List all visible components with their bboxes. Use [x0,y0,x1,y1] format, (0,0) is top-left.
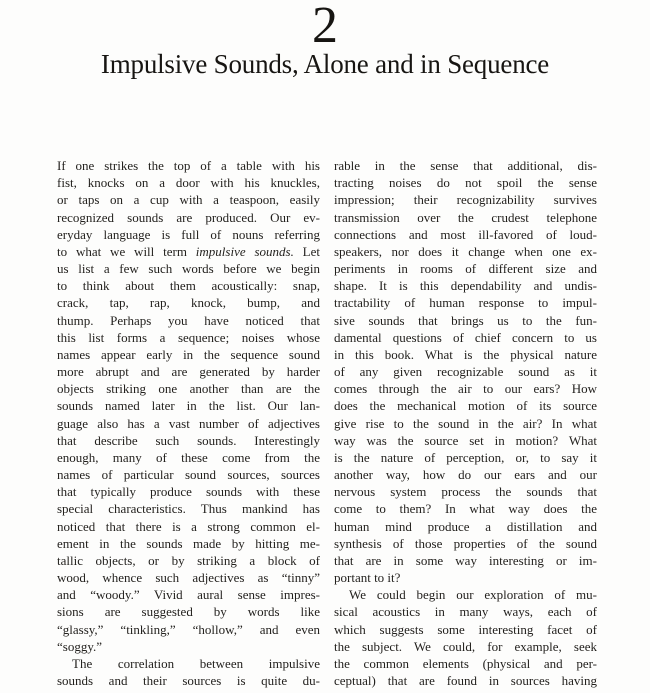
text-segment: is the nature of perception, or, to say it [334,449,597,465]
text-line [57,191,320,208]
text-line [57,466,320,483]
text-line [334,586,597,603]
text-segment: crack, tap, rap, knock, bump, and [57,295,320,311]
text-segment: rable in the sense that additional, dis- [334,158,597,173]
text-segment: names appear early in the sequence sound [57,346,320,362]
text-column-right [334,157,597,689]
text-segment: connections and most ill-favored of loud- [334,226,597,242]
text-segment: thump. Perhaps you have noticed that [57,312,320,328]
text-segment: synthesis of those properties of the sound [334,535,597,551]
text-line [57,535,320,552]
text-line [334,191,597,208]
text-segment: sounds named later in the list. Our lan- [57,398,320,414]
text-line [57,449,320,466]
italic-term: impulsive sounds. [195,243,294,259]
text-line [334,535,597,552]
text-line [57,346,320,363]
chapter-number: 2 [312,0,338,54]
text-line [334,363,597,380]
text-segment: human mind produce a distillation and [334,518,597,534]
text-segment: another way, how do our ears and our [334,467,597,483]
text-line [334,449,597,466]
text-segment: us list a few such words before we begin [57,261,320,277]
text-segment: objects striking one another than are the [57,381,320,397]
text-segment: names of particular sound sources, sources [57,467,320,483]
text-line [57,500,320,517]
text-line [57,483,320,500]
text-segment: special characteristics. Thus mankind has [57,501,320,517]
text-segment: nervous system process the sounds that [334,484,597,500]
text-line [57,329,320,346]
text-segment: ceptual) that are found in sources having [334,673,597,689]
text-segment: damental questions of chief concern to us [334,329,597,345]
text-line [57,363,320,380]
text-segment: wood, whence such adjectives as “tinny” [57,570,320,586]
text-line [57,397,320,414]
text-segment: Let [293,243,320,259]
text-line [334,415,597,432]
text-segment: or taps on a cup with a teaspoon, easily [57,192,320,208]
text-segment: the common elements (physical and per- [334,655,597,671]
text-segment: fist, knocks on a door with his knuckles, [57,175,320,191]
text-segment: does the mechanical motion of its source [334,398,597,414]
text-segment: “glassy,” “tinkling,” “hollow,” and even [57,621,320,637]
text-line [57,586,320,603]
text-segment: sounds and their sources is quite du- [57,673,320,689]
text-segment: in this book. What is the physical nature [334,346,597,362]
text-segment: to what we will term [57,243,196,259]
text-segment: that describe such sounds. Interestingly [57,432,320,448]
text-line [57,174,320,191]
text-line [334,672,597,689]
text-line [57,226,320,243]
text-line [334,209,597,226]
text-line [57,243,320,260]
text-segment: portant to it? [334,570,401,586]
text-segment: way was the source set in motion? What [334,432,597,448]
text-segment: this list forms a sequence; noises whose [57,329,320,345]
text-segment: give rise to the sound in the air? In what [334,415,597,431]
text-line [334,277,597,294]
text-line [334,655,597,672]
chapter-title: Impulsive Sounds, Alone and in Sequence [100,49,550,79]
text-line [334,157,597,174]
text-segment: enough, many of these come from the [57,449,320,465]
text-line [334,346,597,363]
text-line [57,603,320,620]
text-line [334,294,597,311]
text-line [334,518,597,535]
text-line [57,621,320,638]
text-line [57,518,320,535]
text-segment: speakers, nor does it change when one ex- [334,243,597,259]
text-segment: We could begin our exploration of mu- [349,587,597,603]
text-line [57,380,320,397]
text-line [334,569,597,586]
text-segment: sical acoustics in many ways, each of [334,604,597,620]
text-segment: to think about them acoustically: snap, [57,278,320,294]
text-line [334,500,597,517]
text-segment: sions are suggested by words like [57,604,320,620]
text-line [334,329,597,346]
text-line [334,260,597,277]
text-segment: tractability of human response to impul- [334,295,597,311]
text-line [334,243,597,260]
text-line [334,603,597,620]
text-segment: the subject. We could, for example, seek [334,638,597,654]
text-line [334,397,597,414]
text-segment: guage also has a vast number of adjectives [57,415,320,431]
text-line [334,226,597,243]
text-segment: that typically produce sounds with these [57,484,320,500]
text-segment: comes through the air to our ears? How [334,381,597,397]
text-line [57,552,320,569]
text-line [57,294,320,311]
text-column-left [57,157,320,689]
text-segment: If one strikes the top of a table with his [57,158,320,173]
text-line [57,638,320,655]
text-segment: noticed that there is a strong common el- [57,518,320,534]
text-segment: “soggy.” [57,638,103,654]
text-segment: sive sounds that brings us to the fun- [334,312,597,328]
text-line [57,432,320,449]
text-line [334,621,597,638]
text-line [57,157,320,174]
text-segment: more abrupt and are generated by harder [57,364,320,380]
text-segment: tallic objects, or by striking a block of [57,552,320,568]
text-line [57,672,320,689]
text-segment: which suggests some interesting facet of [334,621,597,637]
text-segment: ement in the sounds made by hitting me- [57,535,320,551]
text-line [334,466,597,483]
text-segment: eryday language is full of nouns referring [57,226,320,242]
text-line [334,380,597,397]
text-line [334,552,597,569]
text-line [57,209,320,226]
text-line [334,432,597,449]
text-line [334,638,597,655]
text-segment: tracting noises do not spoil the sense [334,175,597,191]
text-segment: and “woody.” Vivid aural sense impres- [57,587,320,603]
text-line [57,415,320,432]
text-segment: transmission over the crudest telephone [334,209,597,225]
text-segment: periments in rooms of different size and [334,261,597,277]
text-segment: that are in some way interesting or im- [334,552,597,568]
text-line [334,312,597,329]
text-segment: shape. It is this dependability and undis- [334,278,597,294]
text-line [57,569,320,586]
text-line [334,483,597,500]
text-segment: impression; their recognizability survives [334,192,597,208]
text-line [334,174,597,191]
text-segment: of any given recognizable sound as it [334,364,597,380]
text-line [57,655,320,672]
text-segment: come to them? In what way does the [334,501,597,517]
text-line [57,277,320,294]
text-line [57,260,320,277]
text-line [57,312,320,329]
text-segment: The correlation between impulsive [72,655,320,671]
text-segment: recognized sounds are produced. Our ev- [57,209,320,225]
